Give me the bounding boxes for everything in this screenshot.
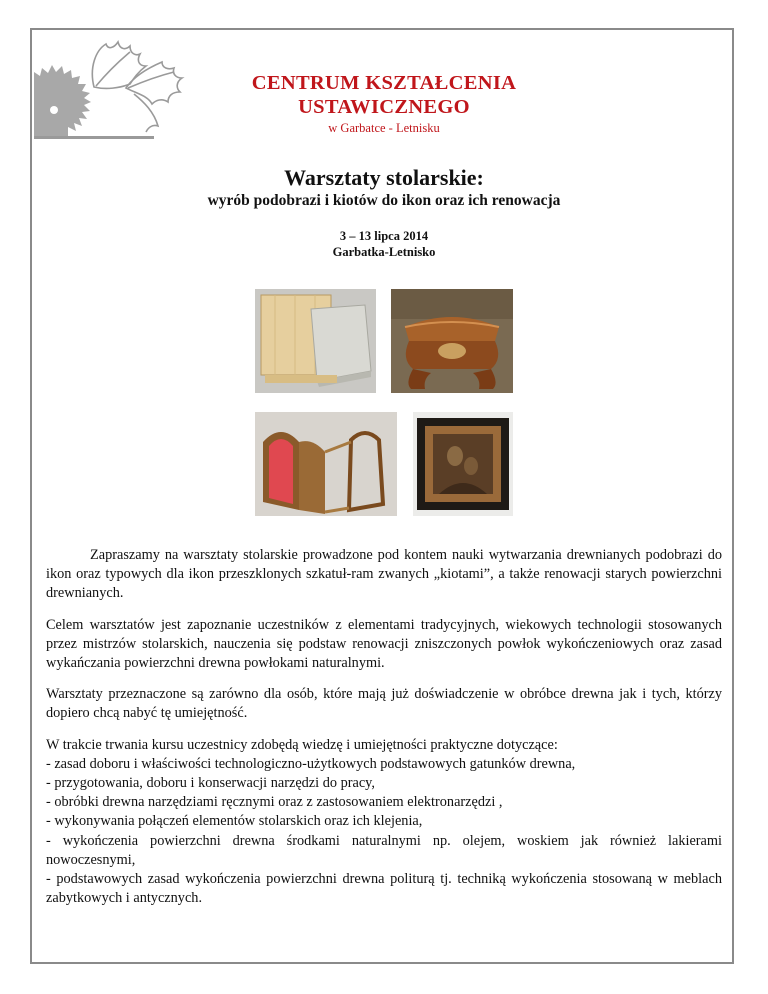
skills-paragraph: [46, 736, 722, 909]
list-item: - zasad doboru i właściwości technologiczno-użytkowych podstawowych gatunków drewna,: [46, 755, 576, 772]
event-subtitle: wyrób podobrazi i kiotów do ikon oraz ich renowacja: [207, 192, 561, 209]
carved-box-photo: [391, 289, 513, 393]
skills-intro: W trakcie trwania kursu uczestnicy zdobędą wiedzę i umiejętności praktyczne dotyczące:: [46, 736, 558, 753]
event-title: Warsztaty stolarskie:: [284, 165, 484, 190]
intro-paragraph: Zapraszamy na warsztaty stolarskie prowadzone pod kontem nauki wytwarzania drewnianych podobrazi do ikon oraz typowych dla ikon przeszklonych szkatuł-ram zwanych „kiotami”, a także renowacji starych powierzchni drewnianych.: [46, 547, 722, 602]
org-name-line2: USTAWICZNEGO: [298, 96, 470, 118]
org-name-line1: CENTRUM KSZTAŁCENIA: [251, 72, 517, 94]
framed-icon-photo: [413, 412, 513, 516]
event-dates: [0, 228, 768, 260]
list-item: - wykończenia powierzchni drewna środkami naturalnymi np. olejem, woskiem jak również lakierami nowoczesnymi,: [46, 832, 722, 868]
event-place: Garbatka-Letnisko: [332, 245, 436, 259]
list-item: - podstawowych zasad wykończenia powierzchni drewna politurą tj. techniką wykończenia stosowaną w meblach zabytkowych i antycznych.: [46, 871, 722, 907]
list-item: - obróbki drewna narzędziami ręcznymi oraz z zastosowaniem elektronarzędzi ,: [46, 794, 503, 811]
list-item: - przygotowania, doboru i konserwacji narzędzi do pracy,: [46, 775, 375, 792]
list-item: - wykonywania połączeń elementów stolarskich oraz ich klejenia,: [46, 813, 423, 830]
icon-case-frame-photo: [255, 412, 397, 516]
wooden-panels-photo: [255, 289, 376, 393]
org-location: w Garbatce - Letnisku: [328, 121, 440, 135]
audience-paragraph: Warsztaty przeznaczone są zarówno dla osób, które mają już doświadczenie w obróbce drewna jak i tych, którzy dopiero chcą nabyć tę umiejętność.: [46, 686, 722, 722]
event-date: 3 – 13 lipca 2014: [339, 229, 429, 243]
body-text: [46, 546, 722, 908]
goal-paragraph: Celem warsztatów jest zapoznanie uczestników z elementami tradycyjnych, wiekowych technologii stosowanych przez mistrzów stolarskich, nauczenia się podstaw renowacji zniszczonych powłok wykończeniowych oraz zasad wykańczania powierzchni drewna powłokami naturalnymi.: [46, 616, 722, 672]
